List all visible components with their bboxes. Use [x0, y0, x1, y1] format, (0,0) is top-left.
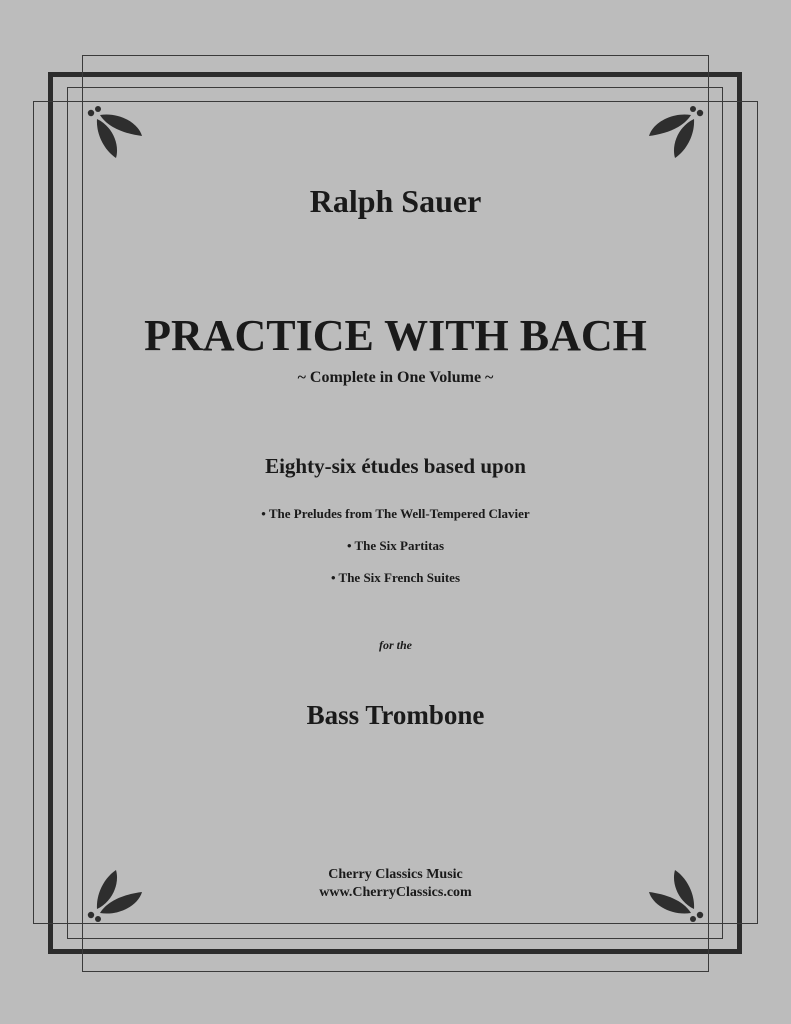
source-item-french-suites: • The Six French Suites [330, 570, 461, 585]
publisher-website: www.CherryClassics.com [319, 885, 472, 900]
etudes-intro: Eighty-six études based upon [265, 454, 526, 478]
leaf-ornament-icon [645, 104, 705, 164]
publisher-name: Cherry Classics Music [328, 867, 463, 882]
book-subtitle: ~ Complete in One Volume ~ [297, 369, 494, 386]
instrument-name: Bass Trombone [306, 700, 485, 730]
book-title: PRACTICE WITH BACH [144, 311, 647, 360]
author-name: Ralph Sauer [309, 183, 482, 219]
leaf-ornament-icon [86, 104, 146, 164]
source-item-preludes: • The Preludes from The Well-Tempered Clavier [261, 506, 530, 521]
source-item-partitas: • The Six Partitas [346, 538, 445, 553]
for-the-label: for the [379, 638, 412, 652]
